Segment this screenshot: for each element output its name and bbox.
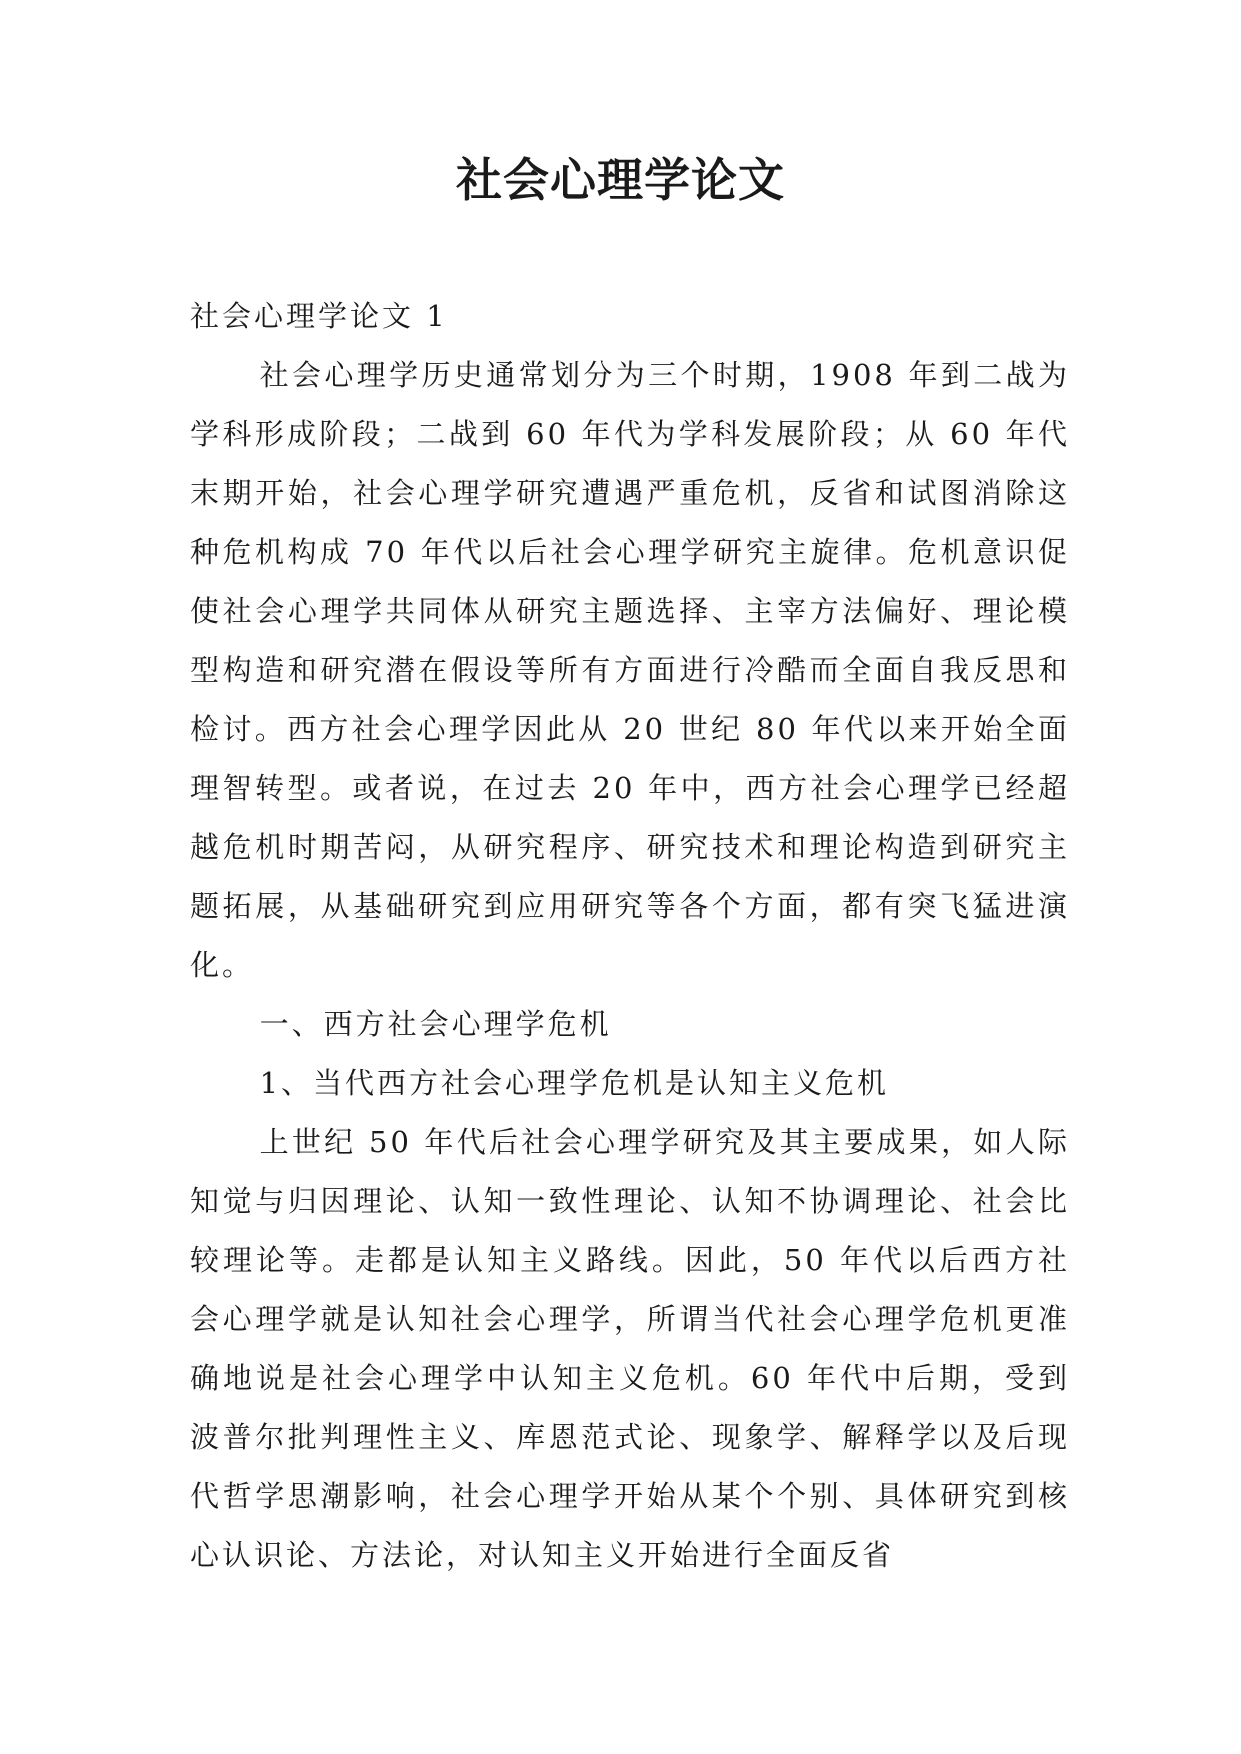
subsection-heading: 1、当代西方社会心理学危机是认知主义危机 [259,1066,890,1100]
document-body [190,287,1070,1585]
document-title: 社会心理学论文 [456,153,785,207]
paragraph-intro: 社会心理学历史通常划分为三个时期，1908 年到二战为学科形成阶段；二战到 60 年代为学科发展阶段；从 60 年代末期开始，社会心理学研究遭遇严重危机，反省和试图消除这种危机构成 70 年代以后社会心理学研究主旋律。危机意识促使社会心理学共同体从研究主题选择、主宰方法偏好、理论模型构造和研究潜在假设等所有方面进行冷酷而全面自我反思和检讨。西方社会心理学因此从 20 世纪 80 年代以来开始全面理智转型。或者说，在过去 20 年中，西方社会心理学已经超越危机时期苦闷，从研究程序、研究技术和理论构造到研究主题拓展，从基础研究到应用研究等各个方面，都有突飞猛进演化。 [190,358,1070,982]
paragraph-cognitive-crisis: 上世纪 50 年代后社会心理学研究及其主要成果，如人际知觉与归因理论、认知一致性理论、认知不协调理论、社会比较理论等。走都是认知主义路线。因此，50 年代以后西方社会心理学就是认知社会心理学，所谓当代社会心理学危机更准确地说是社会心理学中认知主义危机。60 年代中后期，受到波普尔批判理性主义、库恩范式论、现象学、解释学以及后现代哲学思潮影响，社会心理学开始从某个个别、具体研究到核心认识论、方法论，对认知主义开始进行全面反省 [190,1125,1070,1572]
chapter-heading: 一、西方社会心理学危机 [259,1007,612,1041]
section-heading: 社会心理学论文 1 [190,299,448,333]
